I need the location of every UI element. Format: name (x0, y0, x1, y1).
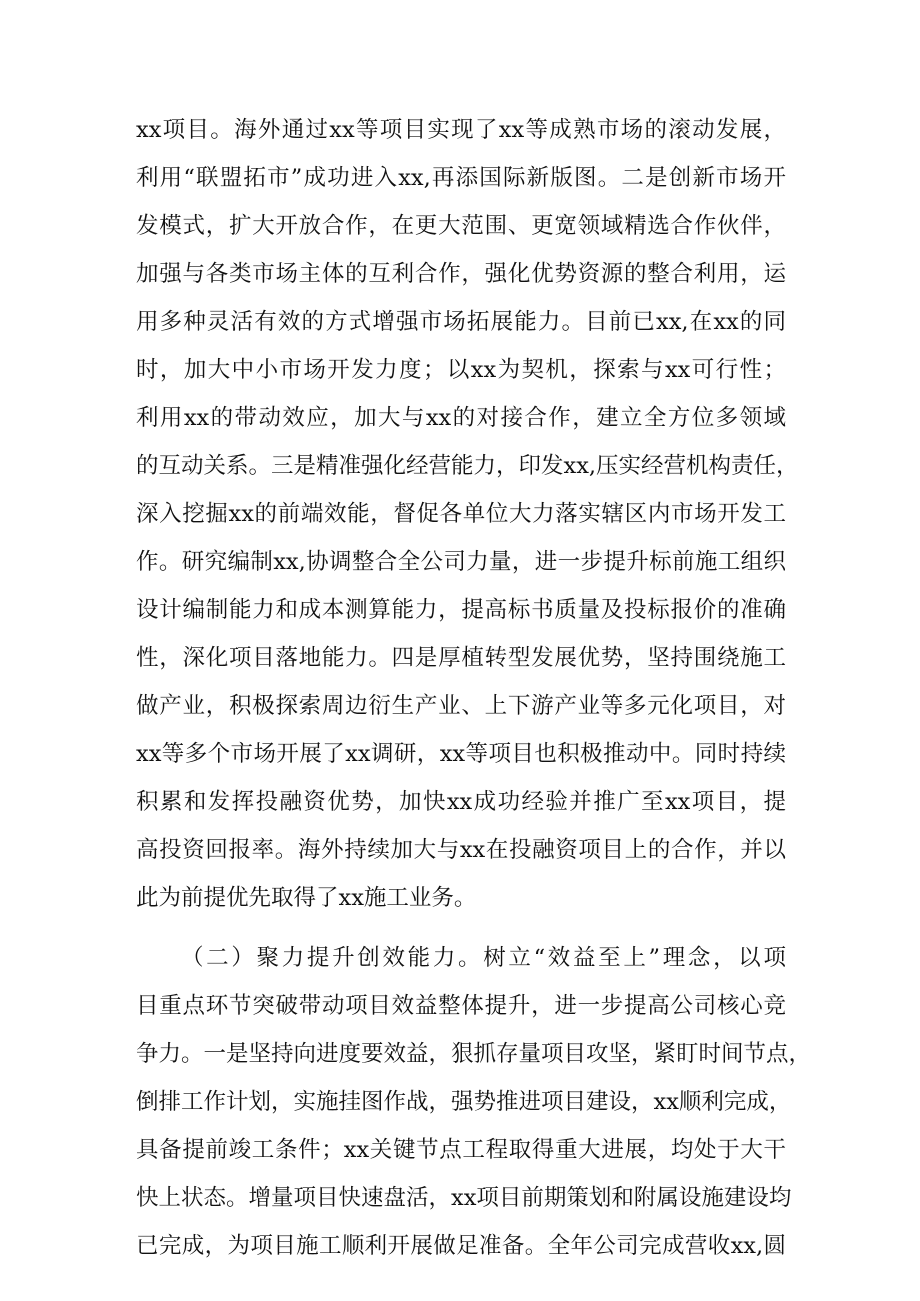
text-line: 的互动关系。三是精准强化经营能力，印发xx,压实经营机构责任， (136, 453, 799, 479)
text-line: 倒排工作计划，实施挂图作战，强势推进项目建设，xx顺利完成， (136, 1089, 792, 1115)
text-line: 做产业，积极探索周边衍生产业、上下游产业等多元化项目，对 (136, 693, 786, 719)
text-line: 设计编制能力和成本测算能力，提高标书质量及投标报价的准确 (136, 597, 786, 623)
section-heading-line: （二）聚力提升创效能力。树立“效益至上”理念，以项 (181, 945, 786, 971)
text-line: 高投资回报率。海外持续加大与xx在投融资项目上的合作，并以 (136, 837, 786, 863)
text-line: 此为前提优先取得了xx施工业务。 (136, 885, 477, 911)
text-line: 加强与各类市场主体的互利合作，强化优势资源的整合利用，运 (136, 261, 786, 287)
text-line: 用多种灵活有效的方式增强市场拓展能力。目前已xx,在xx的同 (136, 309, 786, 335)
text-line: xx等多个市场开展了xx调研，xx等项目也积极推动中。同时持续 (136, 741, 786, 767)
text-line: 利用xx的带动效应，加大与xx的对接合作，建立全方位多领域 (136, 405, 786, 431)
text-line: 发模式，扩大开放合作，在更大范围、更宽领域精选合作伙伴， (136, 213, 786, 239)
text-line: 具备提前竣工条件；xx关键节点工程取得重大进展，均处于大干 (136, 1137, 786, 1163)
text-line: 快上状态。增量项目快速盘活，xx项目前期策划和附属设施建设均 (136, 1185, 792, 1211)
text-line: xx项目。海外通过xx等项目实现了xx等成熟市场的滚动发展， (136, 117, 786, 143)
text-line: 利用“联盟拓市”成功进入xx,再添国际新版图。二是创新市场开 (136, 165, 786, 191)
text-line: 积累和发挥投融资优势，加快xx成功经验并推广至xx项目，提 (136, 789, 786, 815)
text-line: 作。研究编制xx,协调整合全公司力量，进一步提升标前施工组织 (136, 549, 786, 575)
text-line: 深入挖掘xx的前端效能，督促各单位大力落实辖区内市场开发工 (136, 501, 786, 527)
text-line: 已完成，为项目施工顺利开展做足准备。全年公司完成营收xx,圆 (136, 1233, 786, 1259)
text-line: 争力。一是坚持向进度要效益，狠抓存量项目攻坚，紧盯时间节点， (136, 1041, 812, 1067)
text-line: 时，加大中小市场开发力度；以xx为契机，探索与xx可行性； (136, 357, 786, 383)
text-line: 性，深化项目落地能力。四是厚植转型发展优势，坚持围绕施工 (136, 645, 786, 671)
text-line: 目重点环节突破带动项目效益整体提升，进一步提高公司核心竞 (136, 993, 786, 1019)
